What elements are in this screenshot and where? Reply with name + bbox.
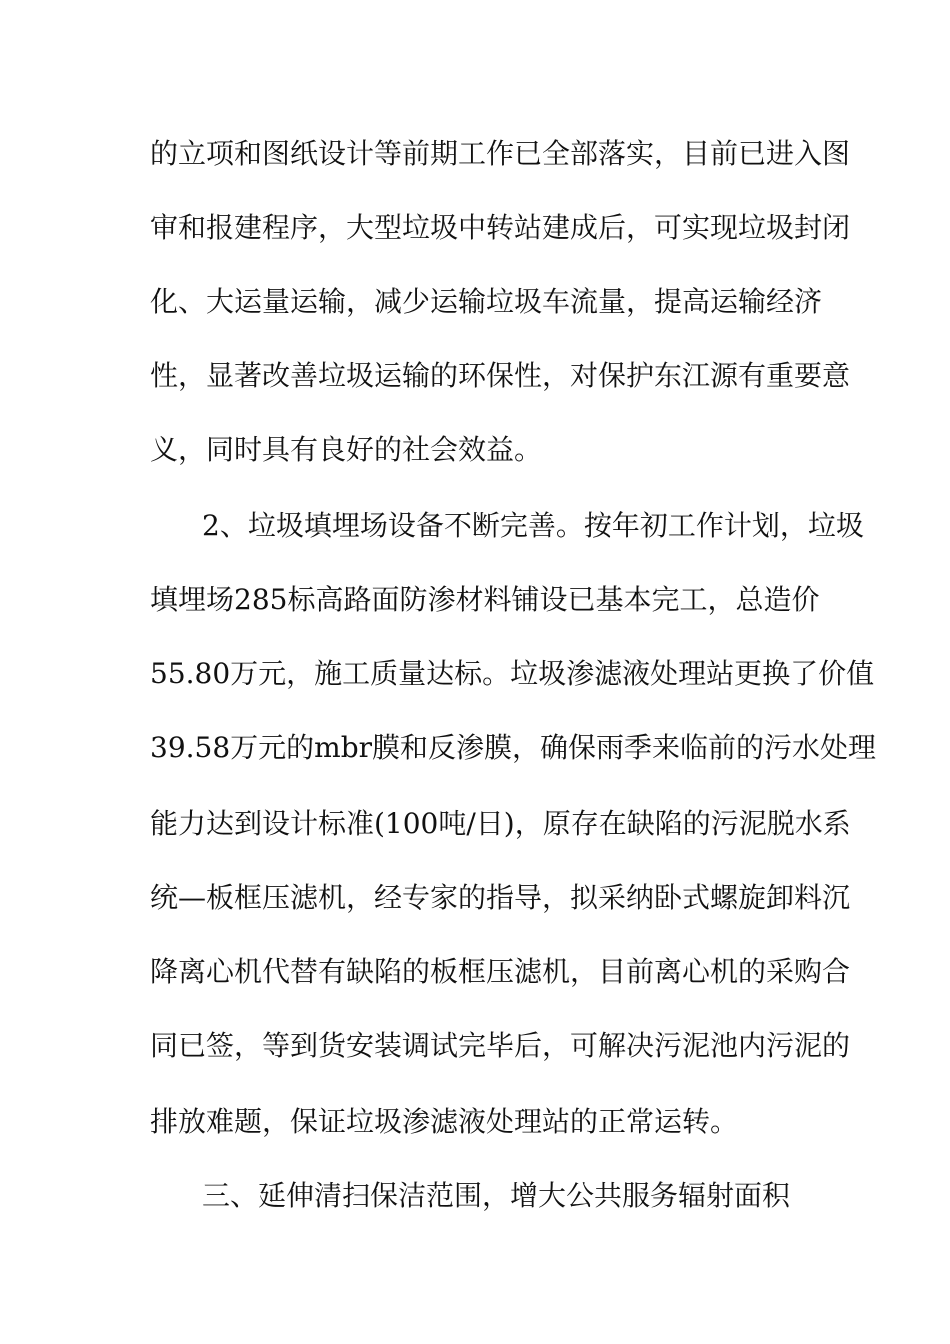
paragraph-line: 39.58万元的mbr膜和反渗膜，确保雨季来临前的污水处理 <box>150 731 877 764</box>
paragraph-line: 降离心机代替有缺陷的板框压滤机，目前离心机的采购合 <box>150 955 851 988</box>
paragraph-line: 同已签，等到货安装调试完毕后，可解决污泥池内污泥的 <box>150 1029 851 1062</box>
paragraph-line: 排放难题，保证垃圾渗滤液处理站的正常运转。 <box>150 1105 739 1138</box>
paragraph-line: 55.80万元，施工质量达标。垃圾渗滤液处理站更换了价值 <box>150 657 875 690</box>
section-heading: 三、延伸清扫保洁范围，增大公共服务辐射面积 <box>202 1179 791 1212</box>
paragraph-line: 的立项和图纸设计等前期工作已全部落实，目前已进入图 <box>150 137 851 170</box>
paragraph-line: 性，显著改善垃圾运输的环保性，对保护东江源有重要意 <box>150 359 851 392</box>
paragraph-line: 2、垃圾填埋场设备不断完善。按年初工作计划，垃圾 <box>202 509 864 542</box>
paragraph-line: 义，同时具有良好的社会效益。 <box>150 433 543 466</box>
paragraph-line: 统—板框压滤机，经专家的指导，拟采纳卧式螺旋卸料沉 <box>150 881 851 914</box>
paragraph-line: 化、大运量运输，减少运输垃圾车流量，提高运输经济 <box>150 285 823 318</box>
paragraph-line: 填埋场285标高路面防渗材料铺设已基本完工，总造价 <box>150 583 820 616</box>
paragraph-line: 能力达到设计标准(100吨/日)，原存在缺陷的污泥脱水系 <box>150 807 851 840</box>
paragraph-line: 审和报建程序，大型垃圾中转站建成后，可实现垃圾封闭 <box>150 211 851 244</box>
